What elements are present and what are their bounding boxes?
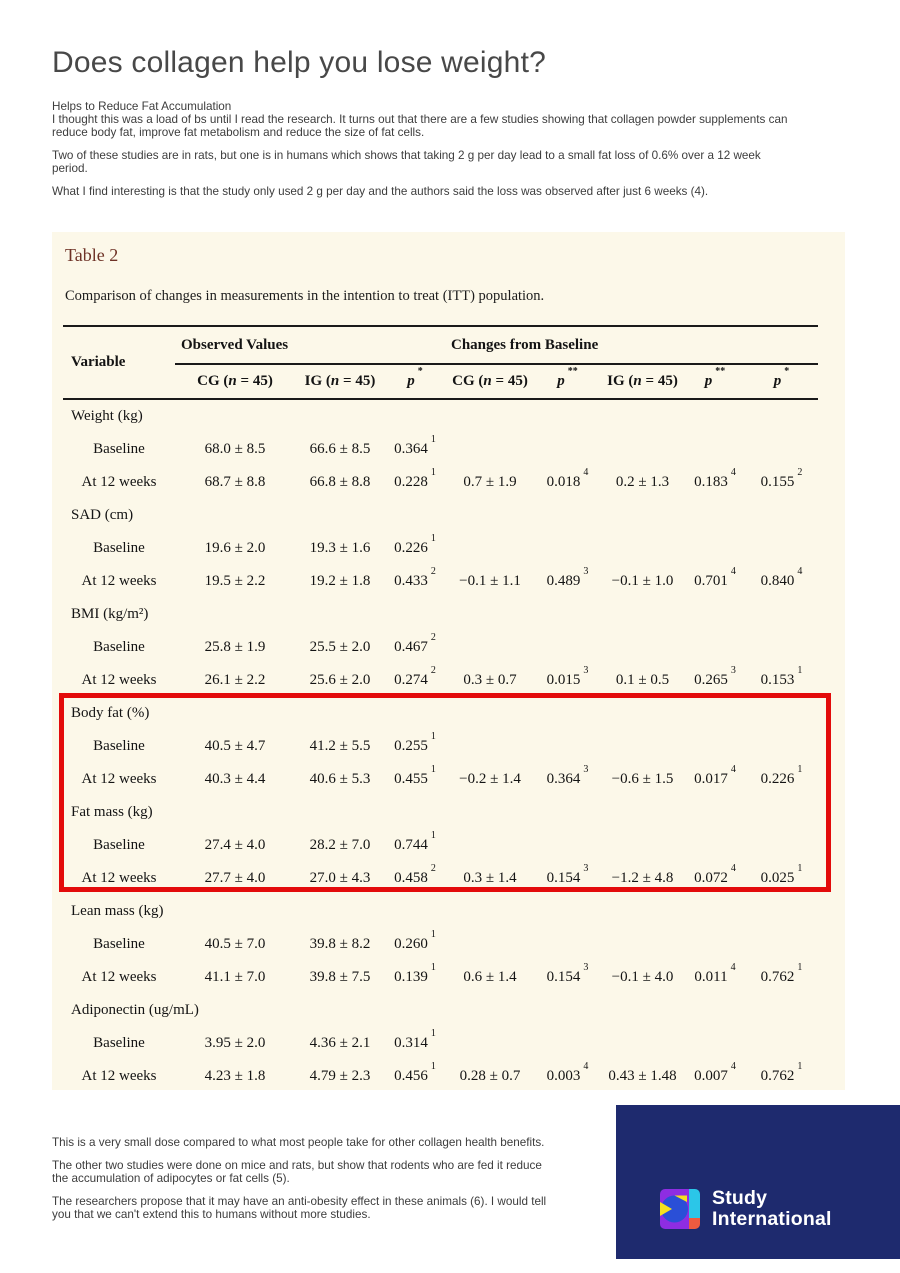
- value-cell: 27.4 ± 4.0: [204, 837, 266, 853]
- value-cell: [600, 499, 685, 532]
- value-cell: −0.1 ± 1.1: [459, 573, 521, 589]
- value-cell: [445, 1027, 535, 1060]
- value-cell: 0.762$^1$: [760, 962, 803, 985]
- value-cell: [745, 499, 818, 532]
- row-label: At 12 weeks: [81, 672, 157, 688]
- table-row: [63, 895, 818, 928]
- column-header: CG (n = 45): [445, 364, 535, 399]
- intro-paragraph: Two of these studies are in rats, but one is in humans which shows that taking 2 g per day lead to a small fat loss of 0.6% over a 12 week period.: [52, 149, 761, 175]
- value-cell: 27.0 ± 4.3: [309, 870, 371, 886]
- value-cell: [685, 532, 745, 565]
- value-cell: −1.2 ± 4.8: [611, 870, 674, 886]
- column-header: p*: [745, 364, 818, 399]
- value-cell: [600, 928, 685, 961]
- value-cell: [600, 598, 685, 631]
- value-cell: [745, 532, 818, 565]
- value-cell: [600, 895, 685, 928]
- value-cell: 0.840$^4$: [760, 566, 803, 589]
- value-cell: 0.433$^2$: [394, 566, 436, 589]
- value-cell: [745, 399, 818, 433]
- value-cell: 0.455$^1$: [394, 764, 436, 787]
- value-cell: 0.155$^2$: [760, 467, 803, 490]
- value-cell: 66.6 ± 8.5: [309, 441, 371, 457]
- page-title: Does collagen help you lose weight?: [52, 46, 546, 79]
- table-row: [63, 532, 818, 565]
- value-cell: 0.226$^1$: [760, 764, 803, 787]
- row-label: Lean mass (kg): [71, 903, 164, 919]
- value-cell: 0.1 ± 0.5: [615, 672, 670, 688]
- column-header: CG (n = 45): [175, 364, 295, 399]
- value-cell: [295, 994, 385, 1027]
- value-cell: 0.28 ± 0.7: [459, 1068, 521, 1084]
- value-cell: [385, 598, 445, 631]
- brand-panel: [616, 1105, 900, 1259]
- value-cell: [445, 928, 535, 961]
- row-label: BMI (kg/m²): [71, 606, 149, 622]
- value-cell: 0.017$^4$: [694, 764, 736, 787]
- value-cell: 25.8 ± 1.9: [204, 639, 266, 655]
- value-cell: 0.3 ± 1.4: [463, 870, 517, 886]
- value-cell: 0.183$^4$: [694, 467, 736, 490]
- value-cell: 68.0 ± 8.5: [204, 441, 266, 457]
- value-cell: [445, 399, 535, 433]
- intro-section: [52, 100, 872, 208]
- value-cell: 41.2 ± 5.5: [309, 738, 371, 754]
- row-label: At 12 weeks: [81, 870, 157, 886]
- value-cell: [685, 433, 745, 466]
- table-row: [63, 1027, 818, 1060]
- value-cell: 25.6 ± 2.0: [309, 672, 371, 688]
- value-cell: 0.025$^1$: [760, 863, 803, 886]
- value-cell: 39.8 ± 8.2: [309, 936, 371, 952]
- value-cell: [745, 994, 818, 1027]
- table-label: Table 2: [65, 245, 119, 265]
- value-cell: [535, 994, 600, 1027]
- group-header-observed: Observed Values: [175, 326, 445, 364]
- value-cell: [535, 928, 600, 961]
- table-row: [63, 433, 818, 466]
- table-row: [63, 499, 818, 532]
- value-cell: [295, 499, 385, 532]
- highlight-box: [59, 693, 831, 892]
- value-cell: [175, 895, 295, 928]
- value-cell: [535, 1027, 600, 1060]
- value-cell: [685, 895, 745, 928]
- table-row: [63, 1060, 818, 1093]
- value-cell: [175, 399, 295, 433]
- value-cell: [445, 433, 535, 466]
- brand-name-line2: International: [712, 1208, 832, 1230]
- value-cell: [535, 499, 600, 532]
- value-cell: 39.8 ± 7.5: [309, 969, 371, 985]
- row-label: Baseline: [93, 837, 145, 853]
- value-cell: 0.139$^1$: [394, 962, 436, 985]
- value-cell: 0.6 ± 1.4: [463, 969, 517, 985]
- value-cell: 0.2 ± 1.3: [615, 474, 670, 490]
- value-cell: [745, 895, 818, 928]
- value-cell: [385, 399, 445, 433]
- value-cell: [600, 1027, 685, 1060]
- table-row: [63, 928, 818, 961]
- value-cell: [685, 1027, 745, 1060]
- value-cell: 4.79 ± 2.3: [309, 1068, 371, 1084]
- header-row-2: [63, 364, 818, 399]
- value-cell: [535, 598, 600, 631]
- value-cell: 19.5 ± 2.2: [204, 573, 266, 589]
- column-header: p**: [535, 364, 600, 399]
- value-cell: [600, 994, 685, 1027]
- value-cell: 0.260$^1$: [394, 929, 436, 952]
- value-cell: 0.314$^1$: [394, 1028, 436, 1051]
- value-cell: [385, 895, 445, 928]
- value-cell: [445, 499, 535, 532]
- value-cell: [535, 399, 600, 433]
- value-cell: 0.015$^3$: [546, 665, 589, 688]
- row-label: SAD (cm): [71, 507, 134, 523]
- row-label: At 12 weeks: [81, 771, 157, 787]
- value-cell: 0.072$^4$: [694, 863, 736, 886]
- value-cell: 0.011$^4$: [694, 962, 736, 985]
- intro-paragraph: What I find interesting is that the study only used 2 g per day and the authors said the loss was observed after just 6 weeks (4).: [52, 185, 709, 198]
- study-international-logo-icon: [660, 1189, 700, 1229]
- value-cell: [685, 928, 745, 961]
- value-cell: 19.6 ± 2.0: [204, 540, 266, 556]
- value-cell: [685, 399, 745, 433]
- value-cell: [175, 499, 295, 532]
- value-cell: 27.7 ± 4.0: [204, 870, 266, 886]
- value-cell: −0.2 ± 1.4: [459, 771, 521, 787]
- value-cell: [745, 433, 818, 466]
- value-cell: [385, 499, 445, 532]
- value-cell: 66.8 ± 8.8: [309, 474, 371, 490]
- value-cell: 26.1 ± 2.2: [204, 672, 266, 688]
- row-label: Baseline: [93, 738, 145, 754]
- table-row: [63, 631, 818, 664]
- row-label: At 12 weeks: [81, 1068, 157, 1084]
- column-header: p**: [685, 364, 745, 399]
- value-cell: [685, 631, 745, 664]
- value-cell: 0.154$^3$: [546, 863, 589, 886]
- row-label: Weight (kg): [71, 408, 143, 424]
- value-cell: 0.226$^1$: [394, 533, 436, 556]
- value-cell: [445, 994, 535, 1027]
- value-cell: [175, 598, 295, 631]
- row-label: Body fat (%): [71, 705, 150, 721]
- value-cell: 0.154$^3$: [546, 962, 589, 985]
- outro-paragraph: The researchers propose that it may have an anti-obesity effect in these animals (6). I would tell you that we can't extend this to humans without more studies.: [52, 1195, 547, 1221]
- column-header: IG (n = 45): [600, 364, 685, 399]
- value-cell: 0.3 ± 0.7: [463, 672, 517, 688]
- value-cell: [535, 631, 600, 664]
- variable-header: Variable: [63, 326, 175, 399]
- value-cell: 28.2 ± 7.0: [309, 837, 371, 853]
- value-cell: [685, 994, 745, 1027]
- table-caption: Comparison of changes in measurements in the intention to treat (ITT) population.: [65, 288, 545, 304]
- value-cell: 0.762$^1$: [760, 1061, 803, 1084]
- value-cell: [600, 433, 685, 466]
- value-cell: [745, 928, 818, 961]
- value-cell: 0.744$^1$: [394, 830, 436, 853]
- table-panel: [52, 232, 845, 1090]
- value-cell: 40.3 ± 4.4: [204, 771, 266, 787]
- value-cell: [445, 532, 535, 565]
- value-cell: [745, 1027, 818, 1060]
- value-cell: [600, 532, 685, 565]
- value-cell: 0.456$^1$: [394, 1061, 436, 1084]
- value-cell: 0.228$^1$: [394, 467, 436, 490]
- value-cell: [535, 895, 600, 928]
- value-cell: 0.018$^4$: [546, 467, 589, 490]
- row-label: Adiponectin (ug/mL): [71, 1002, 199, 1018]
- row-label: Fat mass (kg): [71, 804, 153, 820]
- row-label: Baseline: [93, 936, 145, 952]
- group-header-changes: Changes from Baseline: [445, 326, 818, 364]
- outro-paragraph: The other two studies were done on mice and rats, but show that rodents who are fed it reduce the accumulation of adipocytes or fat cells (5).: [52, 1159, 542, 1185]
- value-cell: 19.2 ± 1.8: [309, 573, 371, 589]
- value-cell: 0.7 ± 1.9: [463, 474, 517, 490]
- value-cell: 0.458$^2$: [394, 863, 436, 886]
- value-cell: 0.153$^1$: [760, 665, 803, 688]
- value-cell: 19.3 ± 1.6: [309, 540, 371, 556]
- value-cell: [295, 598, 385, 631]
- value-cell: 0.489$^3$: [546, 566, 589, 589]
- value-cell: 4.36 ± 2.1: [309, 1035, 371, 1051]
- value-cell: [600, 631, 685, 664]
- value-cell: 68.7 ± 8.8: [204, 474, 266, 490]
- value-cell: −0.6 ± 1.5: [611, 771, 674, 787]
- row-label: Baseline: [93, 1035, 145, 1051]
- value-cell: 0.43 ± 1.48: [608, 1068, 677, 1084]
- value-cell: [385, 994, 445, 1027]
- table-row: [63, 961, 818, 994]
- table-row: [63, 399, 818, 433]
- value-cell: 0.701$^4$: [694, 566, 736, 589]
- value-cell: [445, 631, 535, 664]
- header-row-1: [63, 326, 818, 364]
- column-header: p*: [385, 364, 445, 399]
- brand-name: [712, 1188, 832, 1230]
- row-label: At 12 weeks: [81, 474, 157, 490]
- value-cell: 0.467$^2$: [394, 632, 436, 655]
- table-row: [63, 565, 818, 598]
- value-cell: 40.5 ± 4.7: [204, 738, 266, 754]
- column-header: IG (n = 45): [295, 364, 385, 399]
- brand-lockup: [660, 1188, 832, 1230]
- table-row: [63, 598, 818, 631]
- row-label: Baseline: [93, 441, 145, 457]
- value-cell: [685, 598, 745, 631]
- value-cell: [600, 399, 685, 433]
- value-cell: −0.1 ± 1.0: [611, 573, 674, 589]
- value-cell: 0.274$^2$: [394, 665, 436, 688]
- value-cell: 41.1 ± 7.0: [204, 969, 266, 985]
- value-cell: 3.95 ± 2.0: [204, 1035, 266, 1051]
- value-cell: 25.5 ± 2.0: [309, 639, 371, 655]
- value-cell: [745, 598, 818, 631]
- value-cell: [685, 499, 745, 532]
- value-cell: [295, 895, 385, 928]
- value-cell: [745, 631, 818, 664]
- outro-section: [52, 1136, 622, 1231]
- value-cell: 0.364$^1$: [394, 434, 436, 457]
- value-cell: −0.1 ± 4.0: [611, 969, 674, 985]
- value-cell: 40.6 ± 5.3: [309, 771, 371, 787]
- value-cell: 4.23 ± 1.8: [204, 1068, 266, 1084]
- value-cell: 0.007$^4$: [694, 1061, 736, 1084]
- row-label: At 12 weeks: [81, 573, 157, 589]
- row-label: At 12 weeks: [81, 969, 157, 985]
- row-label: Baseline: [93, 540, 145, 556]
- value-cell: [535, 433, 600, 466]
- row-label: Baseline: [93, 639, 145, 655]
- value-cell: 0.364$^3$: [546, 764, 589, 787]
- value-cell: 0.265$^3$: [694, 665, 736, 688]
- brand-name-line1: Study: [712, 1187, 768, 1209]
- table-row: [63, 994, 818, 1027]
- value-cell: 0.255$^1$: [394, 731, 436, 754]
- value-cell: [535, 532, 600, 565]
- value-cell: 0.003$^4$: [546, 1061, 589, 1084]
- value-cell: 40.5 ± 7.0: [204, 936, 266, 952]
- table-row: [63, 466, 818, 499]
- value-cell: [445, 598, 535, 631]
- value-cell: [445, 895, 535, 928]
- value-cell: [295, 399, 385, 433]
- intro-paragraph: Helps to Reduce Fat Accumulation I thought this was a load of bs until I read the research. It turns out that there are a few studies showing that collagen powder supplements can reduce body fat, improve fat metabolism and reduce the size of fat cells.: [52, 100, 788, 139]
- outro-paragraph: This is a very small dose compared to what most people take for other collagen health benefits.: [52, 1136, 545, 1149]
